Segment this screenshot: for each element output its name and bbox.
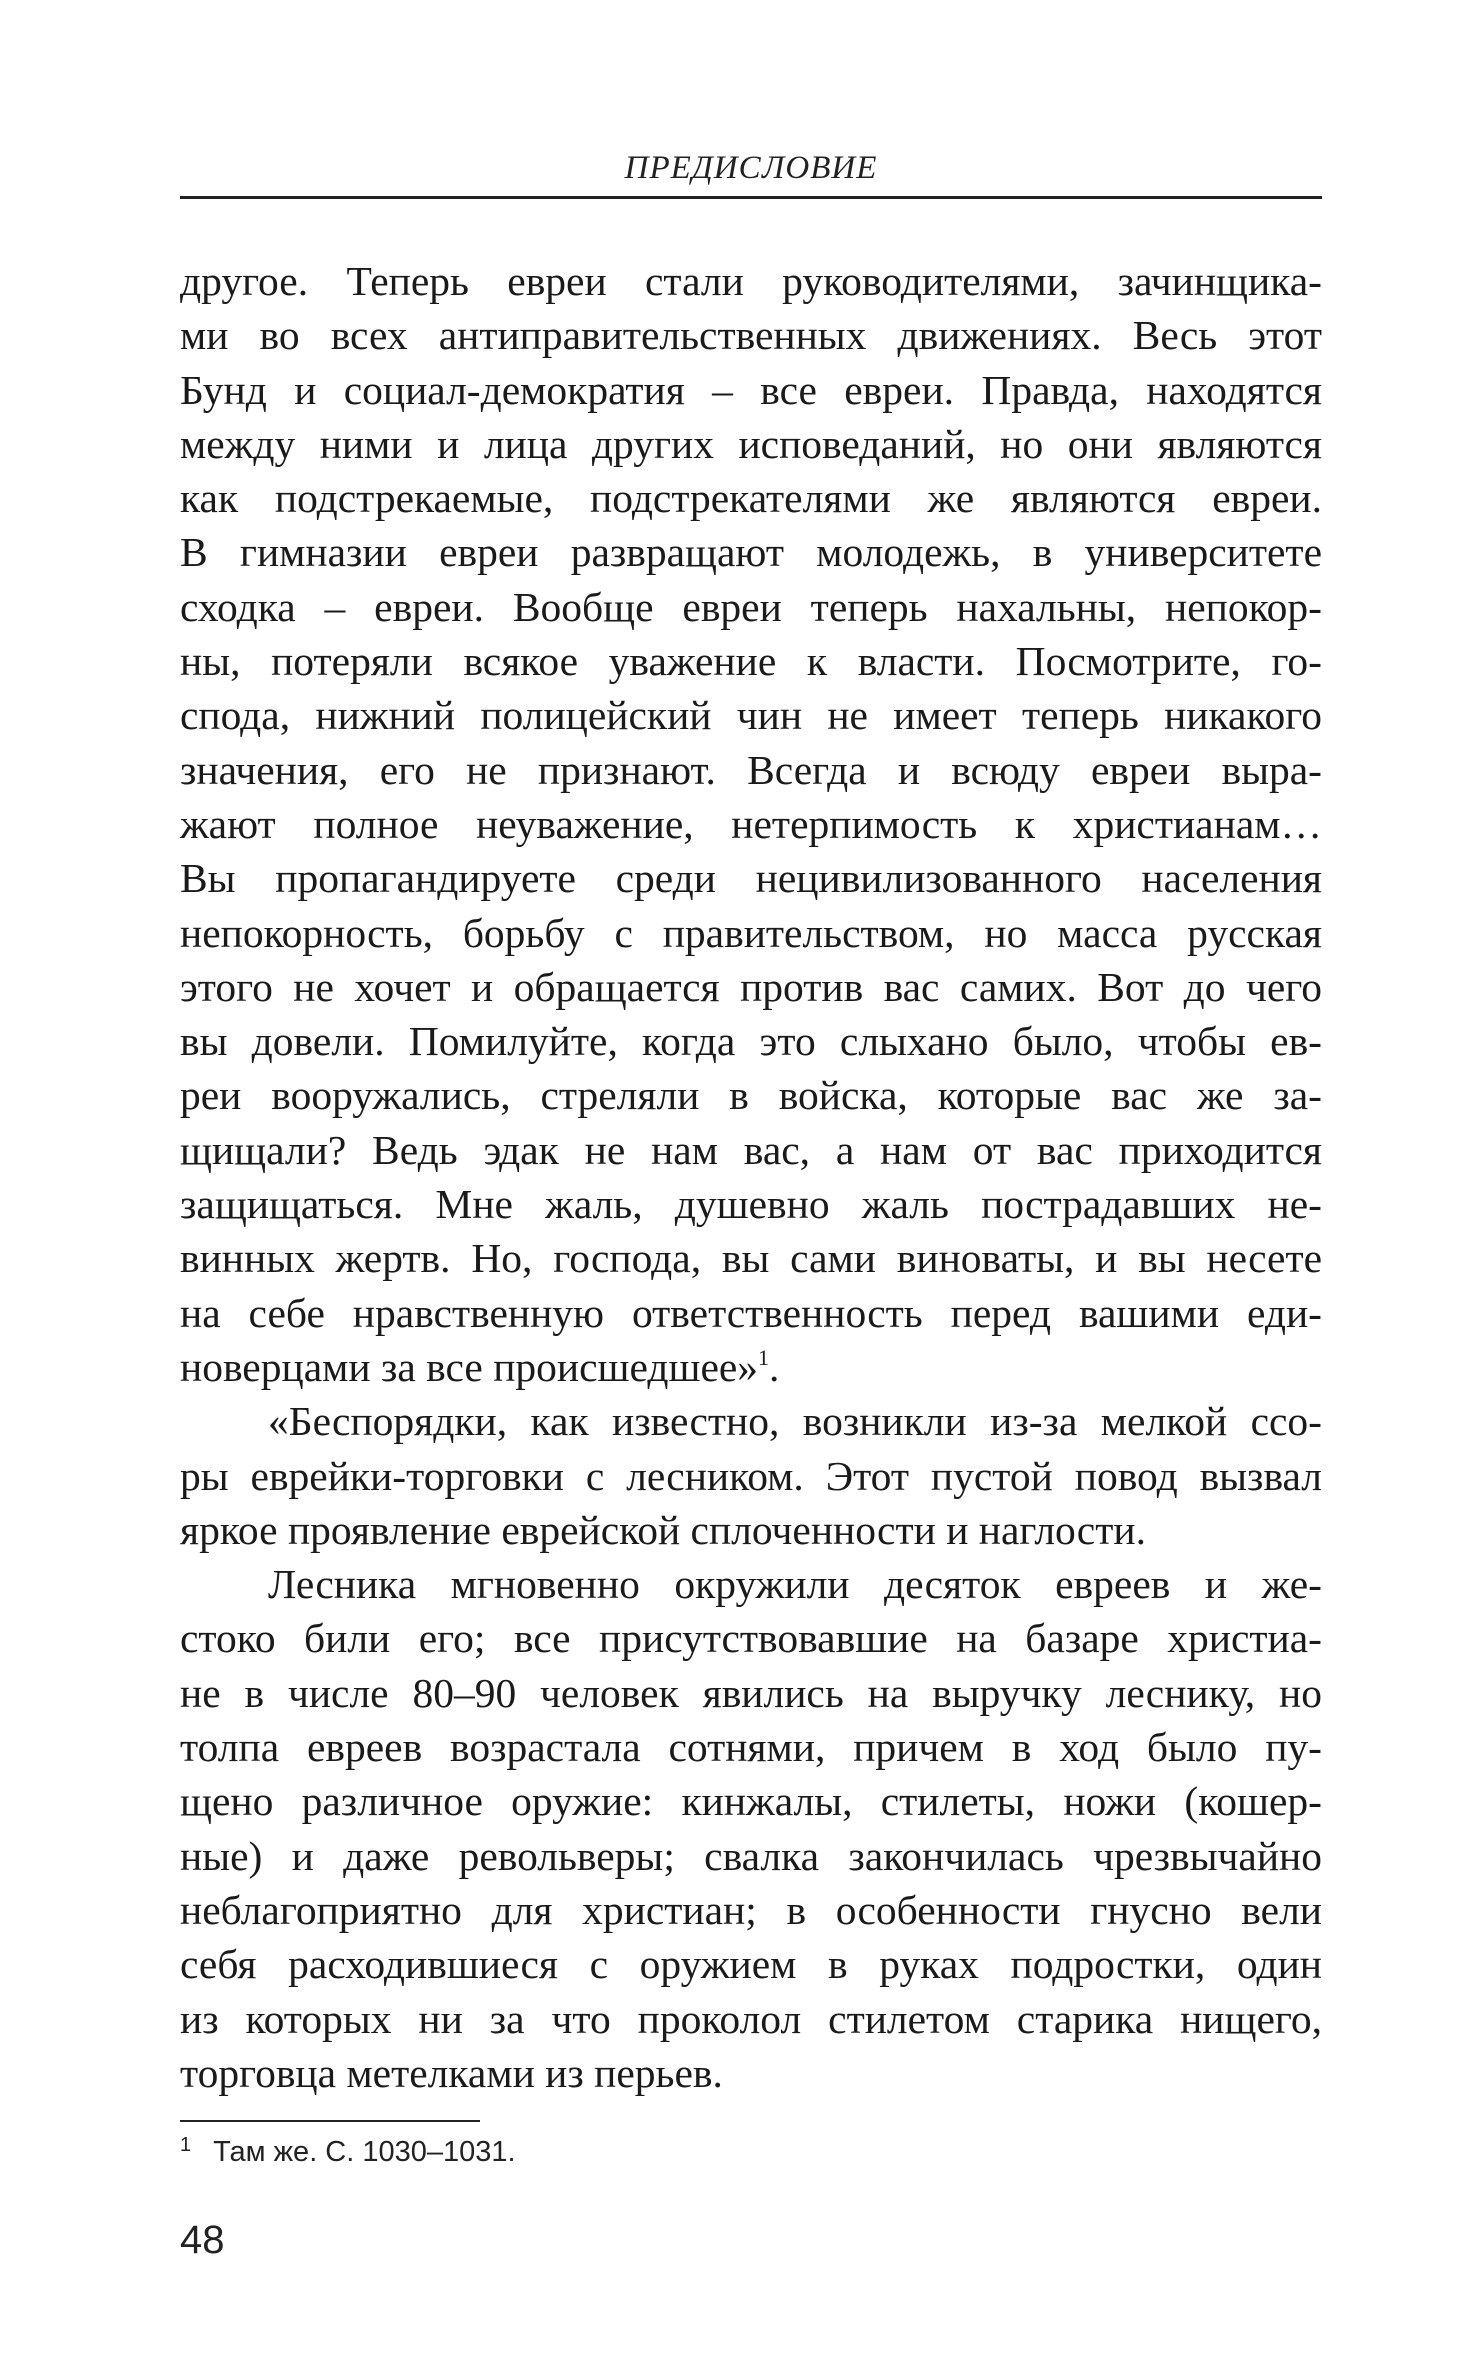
text-line: спода, нижний полицейский чин не имеет теперь никакого [180, 692, 1322, 739]
text-line: этого не хочет и обращается против вас самих. Вот до чего [180, 963, 1322, 1010]
text-line: неблагоприятно для христиан; в особенности гнусно вели [180, 1886, 1322, 1933]
text-line: значения, его не признают. Всегда и всюду евреи выра- [180, 746, 1322, 793]
text-line: другое. Теперь евреи стали руководителями, зачинщика- [180, 258, 1322, 304]
trailing-period: . [769, 1343, 780, 1390]
text-line-with-footnote [180, 1340, 1322, 1394]
text-line: торговца метелками из перьев. [180, 2049, 723, 2096]
footnote-reference[interactable]: 1 [758, 1344, 770, 1370]
text-line: щищали? Ведь эдак не нам вас, а нам от вас приходится [180, 1126, 1322, 1173]
text-line: реи вооружались, стреляли в войска, которые вас же за- [180, 1072, 1322, 1119]
text-line: непокорность, борьбу с правительством, но масса русская [180, 909, 1322, 956]
text-line: винных жертв. Но, господа, вы сами виноваты, и вы несете [180, 1235, 1322, 1282]
footnote-text: Там же. С. 1030–1031. [213, 2136, 516, 2168]
text-line: новерцами за все происшедшее» [180, 1343, 759, 1390]
text-line: ны, потеряли всякое уважение к власти. Посмотрите, го- [180, 638, 1322, 685]
paragraph-start: Лесника мгновенно окружили десяток евреев и же- [268, 1561, 1322, 1608]
text-line: между ними и лица других исповеданий, но они являются [180, 420, 1322, 467]
text-line: щено различное оружие: кинжалы, стилеты, ножи (кошер- [180, 1778, 1322, 1825]
header-rule [180, 196, 1322, 199]
text-line: на себе нравственную ответственность перед вашими еди- [180, 1289, 1322, 1336]
text-line: себя расходившиеся с оружием в руках подростки, один [180, 1941, 1322, 1988]
text-line: из которых ни за что проколол стилетом старика нищего, [180, 1995, 1322, 2042]
text-line: В гимназии евреи развращают молодежь, в университете [180, 529, 1322, 576]
text-line: ми во всех антиправительственных движениях. Весь этот [180, 312, 1322, 359]
text-line: не в числе 80–90 человек явились на выручку леснику, но [180, 1669, 1322, 1716]
text-line: стоко били его; все присутствовавшие на базаре христиа- [180, 1615, 1322, 1662]
footnote [180, 2136, 516, 2169]
text-line: толпа евреев возрастала сотнями, причем в ход было пу- [180, 1724, 1322, 1771]
text-line: Вы пропагандируете среди нецивилизованного населения [180, 855, 1322, 902]
text-line: как подстрекаемые, подстрекателями же являются евреи. [180, 475, 1322, 522]
text-line: Бунд и социал-демократия – все евреи. Правда, находятся [180, 366, 1322, 413]
footnote-number: 1 [180, 2134, 192, 2156]
body-text [180, 254, 1322, 2100]
running-head: ПРЕДИСЛОВИЕ [624, 150, 878, 186]
footnote-rule [180, 2120, 480, 2122]
page-number: 48 [180, 2218, 225, 2262]
paragraph-start: «Беспорядки, как известно, возникли из-за мелкой ссо- [268, 1398, 1322, 1445]
text-line: ры еврейки-торговки с лесником. Этот пустой повод вызвал [180, 1452, 1322, 1499]
text-line: яркое проявление еврейской сплоченности и наглости. [180, 1506, 1146, 1553]
text-line: сходка – евреи. Вообще евреи теперь нахальны, непокор- [180, 583, 1322, 630]
text-line: ные) и даже револьверы; свалка закончилась чрезвычайно [180, 1832, 1322, 1879]
text-line: вы довели. Помилуйте, когда это слыхано было, чтобы ев- [180, 1018, 1322, 1065]
text-line: защищаться. Мне жаль, душевно жаль пострадавших не- [180, 1181, 1322, 1228]
text-line: жают полное неуважение, нетерпимость к христианам… [180, 800, 1322, 847]
